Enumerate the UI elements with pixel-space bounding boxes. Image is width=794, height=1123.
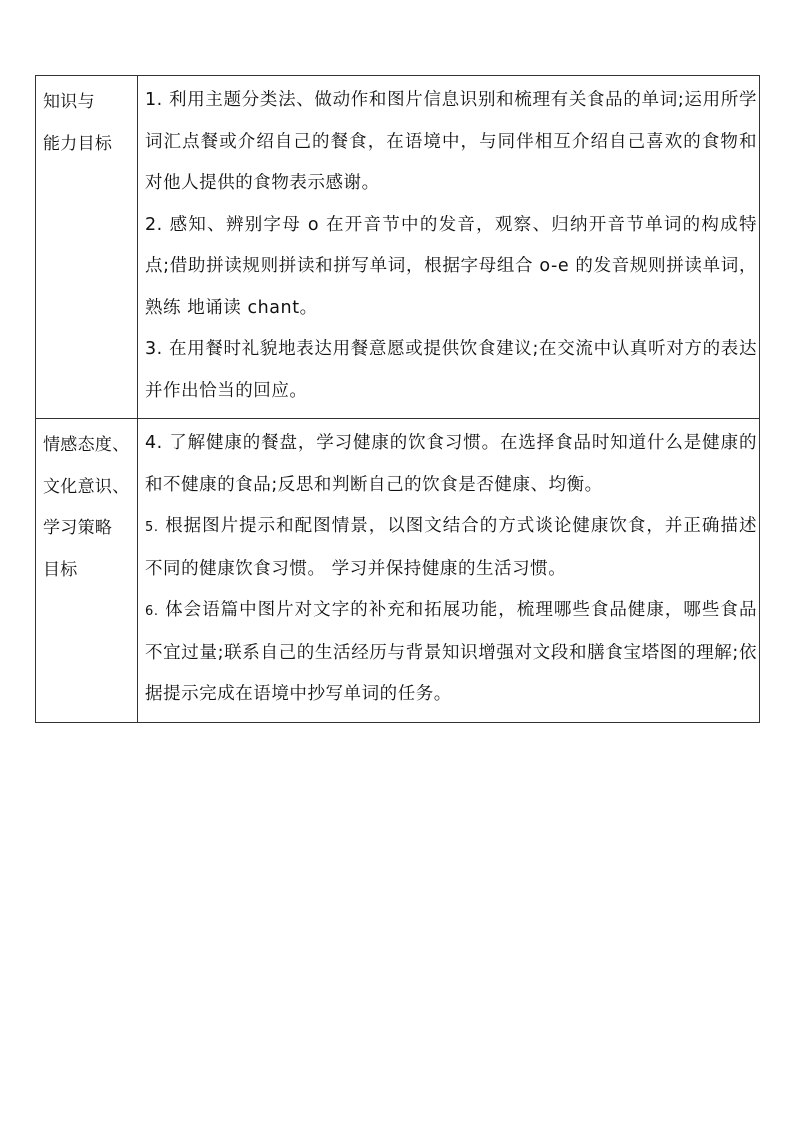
row-content-cell	[138, 76, 760, 419]
row-label-cell	[36, 76, 138, 419]
objective-number: 5.	[145, 520, 159, 535]
row-label-line: 情感态度、	[43, 435, 130, 455]
row-label-cell	[36, 419, 138, 723]
objective-text: 在用餐时礼貌地表达用餐意愿或提供饮食建议;在交流中认真听对方的表达并作出恰当的回应。	[145, 339, 757, 401]
objectives-table	[35, 75, 760, 723]
objective-text: 根据图片提示和配图情景，以图文结合的方式谈论健康饮食，并正确描述不同的健康饮食习惯。 学习并保持健康的生活习惯。	[145, 516, 757, 579]
row-label-line: 学习策略	[43, 518, 113, 538]
row-label-line: 能力目标	[43, 133, 113, 154]
objective-number: 4.	[145, 433, 163, 453]
objective-item-2	[145, 205, 757, 330]
objective-number: 6.	[145, 604, 159, 619]
objective-number: 1.	[145, 90, 163, 110]
objective-item-1	[145, 80, 757, 205]
objective-text: 了解健康的餐盘，学习健康的饮食习惯。在选择食品时知道什么是健康的和不健康的食品;反思和判断自己的饮食是否健康、均衡。	[145, 433, 757, 495]
row-label-line: 文化意识、	[43, 476, 130, 497]
objective-number: 3.	[145, 339, 163, 359]
row-content-cell	[138, 419, 760, 723]
objective-number: 2.	[145, 214, 163, 235]
objective-item-6	[145, 590, 757, 716]
objective-item-3	[145, 329, 757, 412]
objective-text: 体会语篇中图片对文字的补充和拓展功能，梳理哪些食品健康，哪些食品不宜过量;联系自己的生活经历与背景知识增强对文段和膳食宝塔图的理解;依据提示完成在语境中抄写单词的任务。	[145, 600, 757, 704]
objective-text: 利用主题分类法、做动作和图片信息识别和梳理有关食品的单词;运用所学词汇点餐或介绍自己的餐食，在语境中，与同伴相互介绍自己喜欢的食物和对他人提供的食物表示感谢。	[145, 90, 757, 193]
objective-text: 感知、辨别字母 o 在开音节中的发音，观察、归纳开音节单词的构成特点;借助拼读规则拼读和拼写单词，根据字母组合 o-e 的发音规则拼读单词，熟练 地诵读 chant。	[145, 214, 757, 318]
objective-item-5	[145, 506, 757, 590]
row-label-line: 知识与	[43, 92, 95, 112]
table-row-emotion-culture-strategy	[36, 419, 760, 723]
row-label-line: 目标	[43, 559, 78, 580]
objective-item-4	[145, 423, 757, 506]
table-row-knowledge-ability	[36, 76, 760, 419]
